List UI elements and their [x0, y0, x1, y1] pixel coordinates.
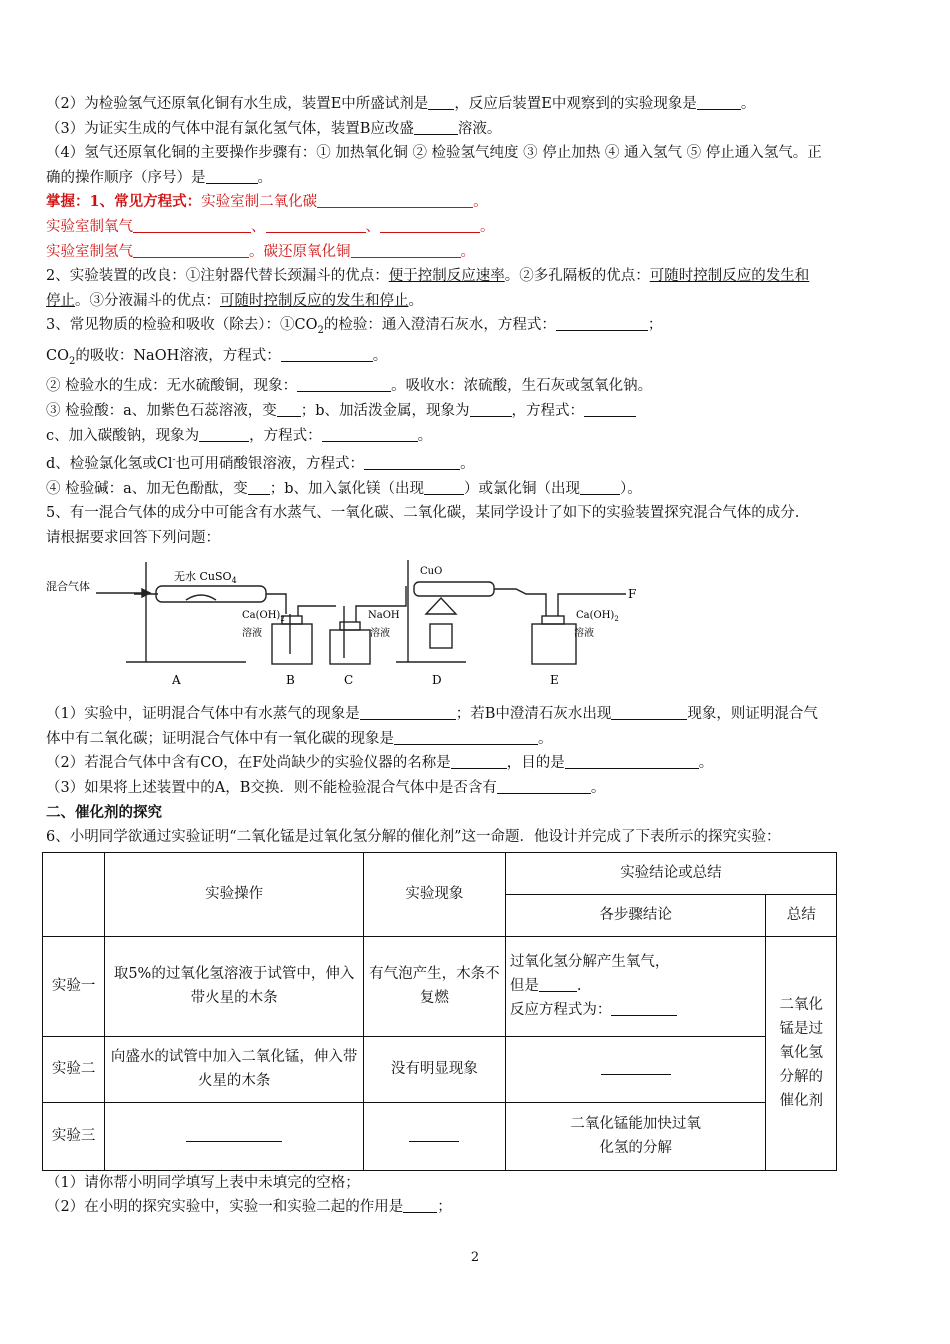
label-solution-b: 溶液 — [242, 628, 262, 640]
header-phenomenon: 实验现象 — [363, 852, 505, 936]
footer-question-2: （2）在小明的探究实验中，实验一和实验二起的作用是 ； — [46, 1199, 452, 1216]
row-3-name: 实验三 — [43, 1102, 105, 1170]
label-mixed-gas: 混合气体 — [46, 580, 90, 594]
row-3-operation-blank — [105, 1102, 364, 1170]
footer-question-1: （1）请你帮小明同学填写上表中未填完的空格； — [46, 1174, 360, 1191]
row-2-phenomenon: 没有明显现象 — [363, 1036, 505, 1102]
row-2-operation: 向盛水的试管中加入二氧化锰，伸入带火星的木条 — [105, 1036, 364, 1102]
master-equations-line2: 实验室制氧气 、 、 。 — [46, 218, 495, 235]
label-b: B — [286, 673, 295, 688]
label-c: C — [344, 673, 354, 688]
answer-1-line2: 体中有二氧化碳；证明混合气体中有一氧化碳的现象是 。 — [46, 730, 553, 747]
section-2-line1: 2、实验装置的改良：①注射器代替长颈漏斗的优点：便于控制反应速率。②多孔隔板的优点：可随时控制反应的发生和 — [46, 268, 810, 285]
header-summary: 总结 — [766, 894, 837, 936]
answer-1-line1: （1）实验中，证明混合气体中有水蒸气的现象是 ；若B中澄清石灰水出现 现象，则证明混合气 — [46, 706, 818, 723]
label-a: A — [172, 673, 181, 688]
row-1-phenomenon: 有气泡产生，木条不复燃 — [363, 936, 505, 1036]
label-caoh2-e: $Ca(OH)_2$ — [576, 610, 619, 624]
header-step-conclusion: 各步骤结论 — [505, 894, 766, 936]
section-3-line7: ④ 检验碱：a、加无色酚酞，变 ；b、加入氯化镁（出现 ）或氯化铜（出现 ）。 — [46, 480, 642, 497]
page-number: 2 — [470, 1250, 480, 1265]
question-h3: （3）为证实生成的气体中混有氯化氢气体，装置B应改盛 溶液。 — [46, 120, 502, 137]
experiment-table — [42, 852, 837, 1171]
label-solution-e: 溶液 — [574, 628, 594, 640]
label-d: D — [432, 673, 442, 688]
row-2-name: 实验二 — [43, 1036, 105, 1102]
answer-2: （2）若混合气体中含有CO，在F处尚缺少的实验仪器的名称是 ，目的是 。 — [46, 755, 714, 772]
apparatus-diagram — [46, 554, 646, 692]
section-3-line6: d、检验氯化氢或Cl-也可用硝酸银溶液，方程式： 。 — [46, 455, 475, 472]
label-cuo: CuO — [420, 566, 443, 578]
label-solution-c: 溶液 — [370, 628, 390, 640]
row-1-name: 实验一 — [43, 936, 105, 1036]
section-2-line2: 停止。③分液漏斗的优点：可随时控制反应的发生和停止。 — [46, 292, 423, 309]
header-conclusion: 实验结论或总结 — [505, 852, 836, 894]
row-1-operation: 取5%的过氧化氢溶液于试管中，伸入带火星的木条 — [105, 936, 364, 1036]
section-3-line3: ② 检验水的生成：无水硫酸铜，现象： 。吸收水：浓硫酸，生石灰或氢氧化钠。 — [46, 378, 653, 395]
label-caoh2-b: $Ca(OH)_2$ — [242, 610, 285, 624]
row-1-conclusion: 过氧化氢分解产生氧气， 但是 . 反应方程式为： — [505, 936, 766, 1036]
answer-3: （3）如果将上述装置中的A，B交换．则不能检验混合气体中是否含有 。 — [46, 780, 606, 797]
question-h2: （2）为检验氢气还原氧化铜有水生成，装置E中所盛试剂是 ，反应后装置E中观察到的实验现象是 。 — [46, 96, 756, 112]
row-3-phenomenon-blank — [363, 1102, 505, 1170]
question-6: 6、小明同学欲通过实验证明“二氧化锰是过氧化氢分解的催化剂”这一命题．他设计并完成了下表所示的探究实验： — [46, 829, 781, 846]
section-3-line1: 3、常见物质的检验和吸收（除去）：$①CO_2$的检验：通入澄清石灰水，方程式： ； — [46, 317, 663, 337]
summary-cell: 二氧化锰是过氧化氢分解的催化剂 — [766, 936, 837, 1170]
master-equations-line1: 掌握：1、常见方程式：实验室制二氧化碳 。 — [46, 193, 488, 211]
section-3-line4: ③ 检验酸：a、加紫色石蕊溶液，变 ；b、加活泼金属，现象为 ，方程式： — [46, 399, 908, 424]
document-page — [46, 92, 908, 1220]
label-naoh: NaOH — [368, 610, 400, 622]
table-corner — [43, 852, 105, 936]
row-3-conclusion: 二氧化锰能加快过氧化氢的分解 — [505, 1102, 766, 1170]
row-2-conclusion-blank — [505, 1036, 766, 1102]
label-cuso4: 无水 CuSO$_4$ — [174, 570, 237, 586]
section-2-heading: 二、催化剂的探究 — [46, 803, 162, 821]
label-e: E — [550, 673, 559, 688]
section-3-line5: c、加入碳酸钠，现象为 ，方程式： 。 — [46, 427, 433, 444]
label-f: F — [628, 587, 637, 602]
header-operation: 实验操作 — [105, 852, 364, 936]
question-h4-cont: 确的操作顺序（序号）是 。 — [46, 169, 272, 186]
question-5-line1: 5、有一混合气体的成分中可能含有水蒸气、一氧化碳、二氧化碳，某同学设计了如下的实验装置探究混合气体的成分. — [46, 505, 800, 522]
master-equations-line3: 实验室制氢气 。碳还原氧化铜 。 — [46, 243, 475, 260]
question-h4: （4）氢气还原氧化铜的主要操作步骤有：① 加热氧化铜 ② 检验氢气纯度 ③ 停止加热 ④ 通入氢气 ⑤ 停止通入氢气。正 — [46, 145, 822, 162]
section-3-line2: $CO_2$的吸收：NaOH溶液，方程式： 。 — [46, 347, 388, 367]
question-5-line2: 请根据要求回答下列问题： — [46, 529, 220, 546]
